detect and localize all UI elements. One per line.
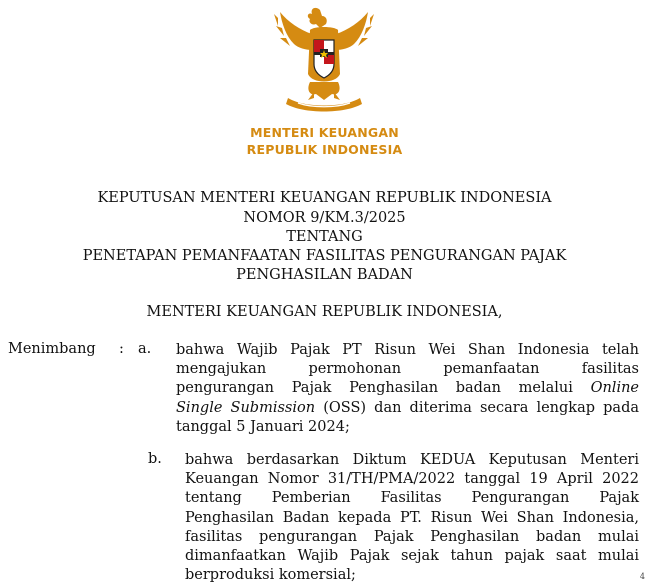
paragraph-line: mengajukan permohonan pemanfaatan fasilitas: [176, 361, 639, 378]
italic-term: Single Submission: [176, 399, 316, 416]
issuer-line: MENTERI KEUANGAN REPUBLIK INDONESIA,: [146, 304, 503, 320]
paragraph-line: [176, 379, 639, 398]
paragraph-line: [176, 399, 639, 418]
italic-term: Online: [590, 380, 639, 397]
decree-title: KEPUTUSAN MENTERI KEUANGAN REPUBLIK INDONESIA: [97, 190, 552, 206]
page-mark: 4: [639, 572, 645, 581]
ministry-country: REPUBLIK INDONESIA: [246, 142, 403, 157]
considering-item-b: [185, 451, 639, 585]
paragraph-line: bahwa berdasarkan Diktum KEDUA Keputusan Menteri: [185, 452, 639, 468]
paragraph-line: fasilitas pengurangan Pajak Penghasilan badan mulai: [185, 528, 639, 545]
garuda-emblem: [270, 4, 378, 116]
considering-item-a: [176, 341, 639, 437]
considering-label: Menimbang: [8, 341, 96, 357]
paragraph-line: bahwa Wajib Pajak PT Risun Wei Shan Indonesia telah: [176, 342, 639, 358]
item-a-marker: a.: [138, 341, 152, 357]
paragraph-line: dimanfaatkan Wajib Pajak sejak tahun pajak saat mulai: [185, 548, 639, 565]
paragraph-line: tanggal 5 Januari 2024;: [176, 418, 350, 435]
decree-number: NOMOR 9/KM.3/2025: [243, 210, 406, 226]
paragraph-line: berproduksi komersial;: [185, 567, 356, 584]
ministry-name: MENTERI KEUANGAN: [250, 125, 399, 140]
paragraph-line: tentang Pemberian Fasilitas Pengurangan Pajak: [185, 490, 639, 507]
paragraph-text: pengurangan Pajak Penghasilan badan melalui: [176, 380, 573, 397]
considering-colon: :: [119, 341, 124, 357]
item-b-marker: b.: [148, 451, 162, 467]
decree-subject-line2: PENGHASILAN BADAN: [236, 267, 413, 283]
paragraph-text: (OSS) dan diterima secara lengkap pada: [323, 399, 640, 416]
decree-about: TENTANG: [286, 229, 363, 245]
paragraph-line: Penghasilan Badan kepada PT. Risun Wei Shan Indonesia,: [185, 509, 639, 526]
paragraph-line: Keuangan Nomor 31/TH/PMA/2022 tanggal 19 April 2022: [185, 471, 639, 488]
decree-subject-line1: PENETAPAN PEMANFAATAN FASILITAS PENGURANGAN PAJAK: [82, 248, 567, 264]
